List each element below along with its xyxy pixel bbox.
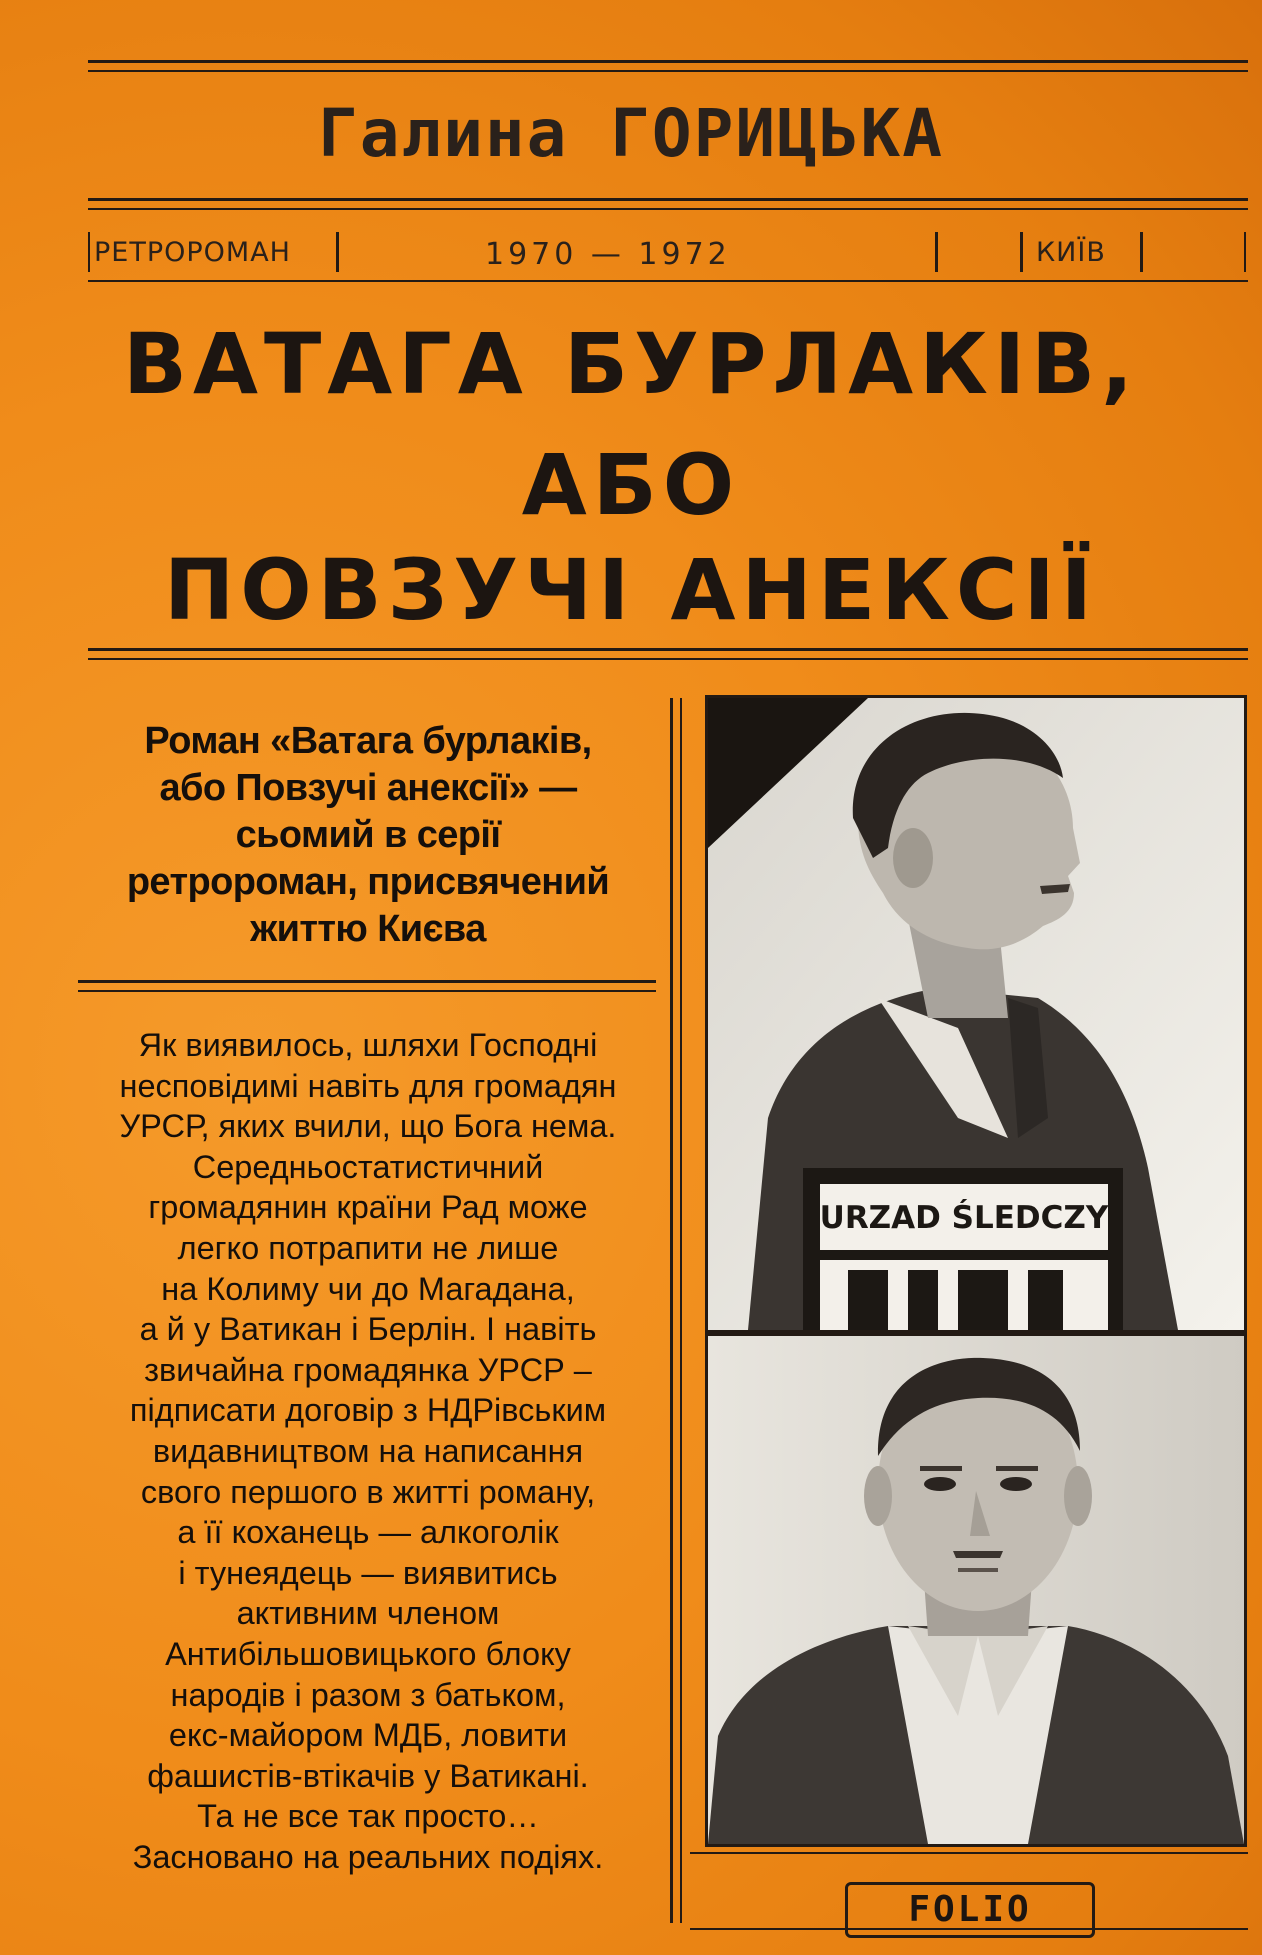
blurb-line: видавництвом на написання — [152, 1432, 584, 1469]
meta-divider-2 — [935, 232, 938, 272]
title-line-1: ВАТАГА БУРЛАКІВ, — [122, 315, 1140, 413]
blurb-line: а й у Ватикан і Берлін. І навіть — [139, 1311, 597, 1348]
meta-divider-left-edge — [88, 232, 90, 272]
title-line-2: АБО — [521, 436, 741, 534]
rule-under-title — [88, 648, 1248, 651]
rule-under-author-2 — [88, 208, 1248, 210]
rule-under-lead-2 — [78, 990, 656, 992]
blurb-line: підписати договір з НДРівським — [129, 1392, 607, 1429]
city-label: КИЇВ — [1036, 237, 1106, 268]
blurb-line: фашистів-втікачів у Ватикані. — [147, 1757, 589, 1794]
blurb-text — [62, 1025, 674, 1877]
blurb-line: Та не все так просто… — [197, 1798, 539, 1835]
mugshot-front-illustration — [708, 1336, 1244, 1844]
lead-text — [78, 718, 658, 953]
meta-divider-1 — [336, 232, 339, 272]
sign-board-text: URZAD ŚLEDCZY — [819, 1200, 1109, 1236]
publisher-logo: FOLIO — [845, 1882, 1095, 1938]
lead-line: сьомий в серії — [235, 814, 501, 856]
meta-divider-5 — [1244, 232, 1246, 272]
column-divider-2 — [680, 698, 682, 1923]
meta-divider-3 — [1020, 232, 1023, 272]
blurb-line: громадянин країни Рад може — [148, 1189, 588, 1226]
mugshot-profile-photo — [705, 695, 1247, 1333]
meta-divider-4 — [1140, 232, 1143, 272]
mugshot-profile-illustration — [708, 698, 1244, 1330]
lead-line: Роман «Ватага бурлаків, — [144, 720, 592, 762]
blurb-line: народів і разом з батьком, — [170, 1676, 566, 1713]
blurb-line: Засновано на реальних подіях. — [132, 1838, 604, 1875]
years-label: 1970 — 1972 — [485, 237, 731, 272]
rule-under-lead — [78, 980, 656, 983]
rule-top — [88, 60, 1248, 63]
mugshot-front-photo — [705, 1333, 1247, 1847]
blurb-line: на Колиму чи до Магадана, — [161, 1270, 575, 1307]
rule-top-2 — [88, 70, 1248, 72]
blurb-line: легко потрапити не лише — [177, 1229, 559, 1266]
author-name: Галина ГОРИЦЬКА — [317, 95, 945, 172]
genre-label: РЕТРОРОМАН — [94, 237, 291, 268]
rule-under-meta — [88, 280, 1248, 282]
blurb-line: активним членом — [236, 1595, 500, 1632]
blurb-line: УРСР, яких вчили, що Бога нема. — [119, 1108, 617, 1145]
blurb-line: а її коханець — алкоголік — [177, 1514, 559, 1551]
lead-line: ретророман, присвячений — [126, 861, 610, 903]
blurb-line: екс-майором МДБ, ловити — [168, 1717, 568, 1754]
blurb-line: свого першого в житті роману, — [140, 1473, 596, 1510]
blurb-line: і тунеядець — виявитись — [178, 1554, 558, 1591]
blurb-line: Як виявилось, шляхи Господні — [138, 1027, 598, 1063]
blurb-line: несповідимі навіть для громадян — [119, 1067, 617, 1104]
lead-line: або Повзучі анексії» — — [159, 767, 577, 809]
lead-line: життю Києва — [250, 908, 486, 950]
rule-under-title-2 — [88, 658, 1248, 660]
rule-bottom — [690, 1852, 1248, 1854]
rule-under-author — [88, 198, 1248, 201]
blurb-line: Антибільшовицького блоку — [165, 1635, 571, 1672]
blurb-line: Середньостатистичний — [192, 1148, 544, 1185]
title-line-3: ПОВЗУЧІ АНЕКСІЇ — [163, 541, 1099, 639]
blurb-line: звичайна громадянка УРСР – — [144, 1351, 592, 1388]
